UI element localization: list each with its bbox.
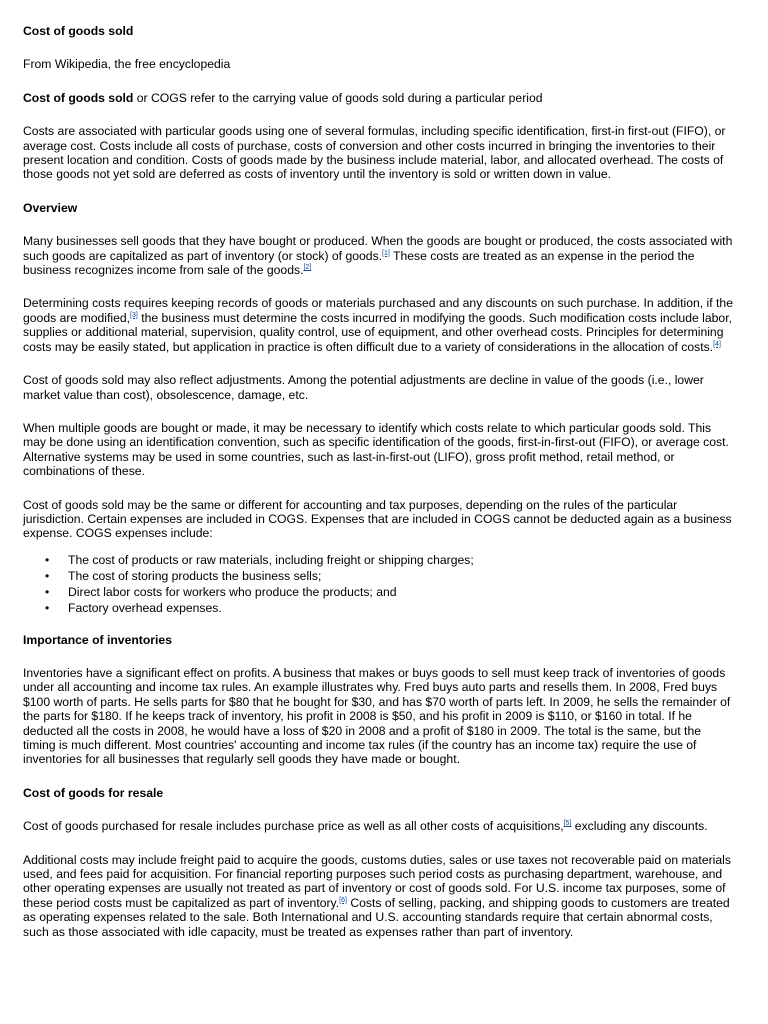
resale-p1-text-b: excluding any discounts. [571, 819, 708, 834]
lead-term: Cost of goods sold [23, 90, 134, 105]
citation-4 [713, 341, 721, 348]
article-title: Cost of goods sold [23, 24, 134, 38]
cogs-expense-list [23, 552, 736, 617]
resale-p2-text-b: Costs of selling, packing, and shipping goods to customers are treated as operating expenses related to the sale. Both International and U.S. accounting standards require that certain abnormal costs, such as those associated with idle capacity, must be treated as expenses rather than part of inventory. [23, 895, 730, 939]
inventories-paragraph: Inventories have a significant effect on profits. A business that makes or buys goods to sell must keep track of inventories of goods under all accounting and income tax rules. An example illustrates why. Fred buys auto parts and resells them. In 2008, Fred buys $100 worth of parts. He sells parts for $80 that he bought for $30, and has $70 worth of parts left. In 2009, he sells the remainder of the parts for $180. If he keeps track of inventory, his profit in 2008 is $50, and his profit in 2009 is $110, or $160 in total. If he deducted all the costs in 2008, he would have a loss of $20 in 2008 and a profit of $180 in 2009. The total is the same, but the timing is much different. Most countries' accounting and income tax rules (if the country has an income tax) require the use of inventories for all businesses that regularly sell goods they have made or bought. [23, 665, 731, 767]
overview-paragraph-1 [23, 234, 736, 277]
overview-paragraph-5: Cost of goods sold may be the same or different for accounting and tax purposes, depending on the rules of the particular jurisdiction. Certain expenses are included in COGS. Expenses that are included in COGS cannot be deducted again as a business expense. COGS expenses include: [23, 497, 732, 541]
overview-p2-text-a: Determining costs requires keeping records of goods or materials purchased and any discounts on such purchase. In addition, if the goods are modified, [23, 296, 733, 325]
intro-paragraph: Costs are associated with particular goods using one of several formulas, including specific identification, first-in first-out (FIFO), or average cost. Costs include all costs of purchase, costs of conversion and other costs incurred in bringing the inventories to their present location and condition. Costs of goods made by the business include material, labor, and allocated overhead. The costs of those goods not yet sold are deferred as costs of inventory until the inventory is sold or written down in value. [23, 124, 726, 182]
citation-link-5[interactable]: [5] [563, 820, 572, 828]
citation-1 [382, 250, 390, 257]
overview-p1-text-b: These costs are treated as an expense in the period the business recognizes income from sale of the goods. [23, 248, 695, 278]
citation-link-4[interactable]: [4] [713, 340, 721, 348]
overview-paragraph-3: Cost of goods sold may also reflect adjustments. Among the potential adjustments are decline in value of the goods (i.e., lower market value than cost), obsolescence, damage, etc. [23, 373, 704, 402]
resale-heading: Cost of goods for resale [23, 785, 164, 800]
citation-2 [303, 264, 311, 271]
resale-p1-text-a: Cost of goods purchased for resale includes purchase price as well as all other costs of acquisitions, [23, 819, 564, 834]
list-item: • Factory overhead expenses. [45, 600, 736, 616]
citation-link-2[interactable]: [2] [303, 264, 312, 272]
citation-link-1[interactable]: [1] [382, 249, 390, 257]
overview-p2-text-b: the business must determine the costs incurred in modifying the goods. Such modification costs include labor, supplies or additional material, supervision, quality control, use of equipment, and other overhead costs. Principles for determining costs may be easily stated, but application in practice is often difficult due to a variety of considerations in the allocation of costs. [23, 310, 732, 354]
resale-paragraph-1 [23, 819, 736, 833]
citation-6 [339, 897, 347, 904]
list-item: • The cost of products or raw materials, including freight or shipping charges; [45, 552, 736, 568]
resale-paragraph-2 [23, 853, 736, 939]
lead-text: or COGS refer to the carrying value of goods sold during a particular period [133, 90, 543, 105]
overview-p1-text-a: Many businesses sell goods that they have bought or produced. When the goods are bought or produced, the costs associated with such goods are capitalized as part of inventory (or stock) of goods. [23, 234, 733, 263]
overview-heading: Overview [23, 200, 78, 215]
citation-link-6[interactable]: [6] [339, 896, 347, 904]
overview-paragraph-4: When multiple goods are bought or made, it may be necessary to identify which costs relate to which particular goods sold. This may be done using an identification convention, such as specific identification of the goods, first-in-first-out (FIFO), or average cost. Alternative systems may be used in some countries, such as last-in-first-out (LIFO), gross profit method, retail method, or combinations of these. [23, 420, 729, 479]
inventories-heading: Importance of inventories [23, 632, 172, 647]
citation-3 [130, 312, 138, 319]
list-item: • Direct labor costs for workers who produce the products; and [45, 584, 736, 600]
citation-link-3[interactable]: [3] [130, 311, 138, 319]
overview-paragraph-2 [23, 296, 736, 354]
list-item: • The cost of storing products the business sells; [45, 568, 736, 584]
lead-paragraph [23, 91, 736, 105]
resale-p2-text-a: Additional costs may include freight paid to acquire the goods, customs duties, sales or use taxes not recoverable paid on materials used, and fees paid for acquisition. For financial reporting purposes such period costs as purchasing department, warehouse, and other operating expenses are usually not treated as part of inventory or cost of goods sold. For U.S. income tax purposes, some of these period costs must be capitalized as part of inventory. [23, 852, 731, 910]
article-source: From Wikipedia, the free encyclopedia [23, 57, 231, 72]
